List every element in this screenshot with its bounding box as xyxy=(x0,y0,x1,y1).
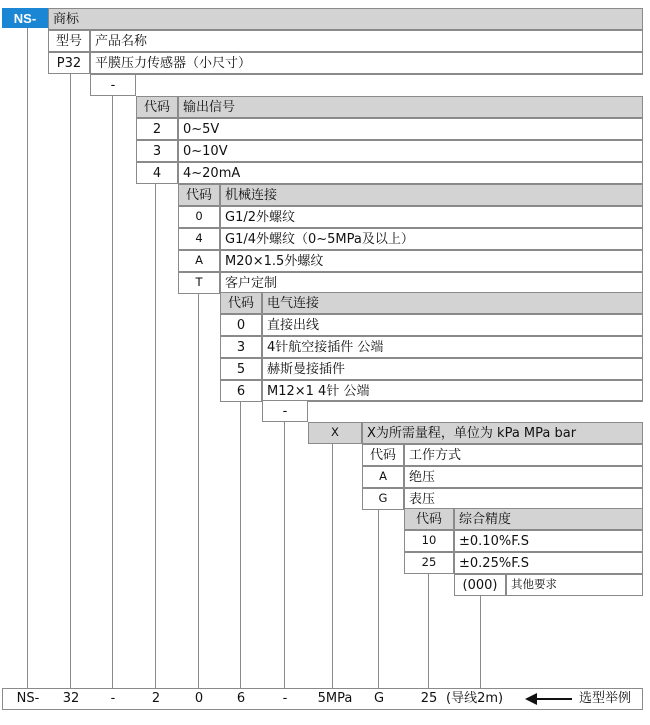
model-header-code: 型号 xyxy=(48,30,90,52)
mechanical-name: G1/4外螺纹（0~5MPa及以上） xyxy=(220,228,643,250)
electrical-code: 5 xyxy=(220,358,262,380)
range-name: X为所需量程，单位为 kPa MPa bar xyxy=(362,422,643,444)
connector-line-mechanical xyxy=(198,292,199,688)
workmode-name: 表压 xyxy=(404,488,643,510)
separator-cell-2: - xyxy=(262,400,308,422)
connector-line-electrical xyxy=(240,400,241,688)
workmode-header-name: 工作方式 xyxy=(404,444,643,466)
example-token: 0 xyxy=(194,691,204,706)
example-token: (导线2m) xyxy=(446,691,504,706)
accuracy-other-code: (000) xyxy=(454,574,506,596)
model-name: 平膜压力传感器（小尺寸） xyxy=(90,52,643,74)
connector-line-trademark xyxy=(27,28,28,688)
connector-line-separator xyxy=(112,96,113,688)
accuracy-name: ±0.10%F.S xyxy=(454,530,643,552)
workmode-code: G xyxy=(362,488,404,510)
connector-line-separator2 xyxy=(284,422,285,688)
trademark-label: 商标 xyxy=(48,8,643,30)
accuracy-header-code: 代码 xyxy=(404,508,454,530)
connector-line-range xyxy=(332,444,333,688)
electrical-name: 直接出线 xyxy=(262,314,643,336)
connector-line-accuracy xyxy=(428,574,429,688)
accuracy-code: 25 xyxy=(404,552,454,574)
output-name: 4~20mA xyxy=(178,162,643,184)
mechanical-name: G1/2外螺纹 xyxy=(220,206,643,228)
accuracy-code: 10 xyxy=(404,530,454,552)
accuracy-other-name: 其他要求 xyxy=(506,574,643,596)
example-label: 选型举例 xyxy=(579,691,632,706)
output-code: 2 xyxy=(136,118,178,140)
example-token: 2 xyxy=(151,691,161,706)
example-token: - xyxy=(282,691,288,706)
output-code: 3 xyxy=(136,140,178,162)
mechanical-name: 客户定制 xyxy=(220,272,643,294)
example-token: G xyxy=(373,691,385,706)
electrical-name: 4针航空接插件 公端 xyxy=(262,336,643,358)
workmode-code: A xyxy=(362,466,404,488)
output-name: 0~10V xyxy=(178,140,643,162)
trademark-code: NS- xyxy=(2,8,48,28)
output-code: 4 xyxy=(136,162,178,184)
separator-cell: - xyxy=(90,74,136,96)
output-name: 0~5V xyxy=(178,118,643,140)
arrow-left-icon xyxy=(525,693,573,705)
mechanical-header-code: 代码 xyxy=(178,184,220,206)
mechanical-code: 4 xyxy=(178,228,220,250)
example-token: 32 xyxy=(62,691,80,706)
workmode-header-code: 代码 xyxy=(362,444,404,466)
model-header-name: 产品名称 xyxy=(90,30,643,52)
electrical-name: M12×1 4针 公端 xyxy=(262,380,643,402)
electrical-code: 6 xyxy=(220,380,262,402)
electrical-header-code: 代码 xyxy=(220,292,262,314)
selection-example-row xyxy=(2,688,643,710)
connector-line-output xyxy=(155,184,156,688)
separator-line xyxy=(136,74,643,75)
output-header-code: 代码 xyxy=(136,96,178,118)
model-code: P32 xyxy=(48,52,90,74)
electrical-header-name: 电气连接 xyxy=(262,292,643,314)
example-token: - xyxy=(110,691,116,706)
accuracy-header-name: 综合精度 xyxy=(454,508,643,530)
connector-line-workmode xyxy=(378,508,379,688)
electrical-name: 赫斯曼接插件 xyxy=(262,358,643,380)
workmode-name: 绝压 xyxy=(404,466,643,488)
mechanical-header-name: 机械连接 xyxy=(220,184,643,206)
example-token: NS- xyxy=(16,691,40,706)
electrical-code: 0 xyxy=(220,314,262,336)
output-header-name: 输出信号 xyxy=(178,96,643,118)
connector-line-other xyxy=(480,596,481,688)
mechanical-code: T xyxy=(178,272,220,294)
connector-line-model xyxy=(70,74,71,688)
mechanical-name: M20×1.5外螺纹 xyxy=(220,250,643,272)
example-token: 6 xyxy=(236,691,246,706)
separator-line-2 xyxy=(308,400,643,401)
accuracy-name: ±0.25%F.S xyxy=(454,552,643,574)
mechanical-code: 0 xyxy=(178,206,220,228)
mechanical-code: A xyxy=(178,250,220,272)
electrical-code: 3 xyxy=(220,336,262,358)
example-token: 5MPa xyxy=(317,691,353,706)
range-code: X xyxy=(308,422,362,444)
example-token: 25 xyxy=(420,691,438,706)
